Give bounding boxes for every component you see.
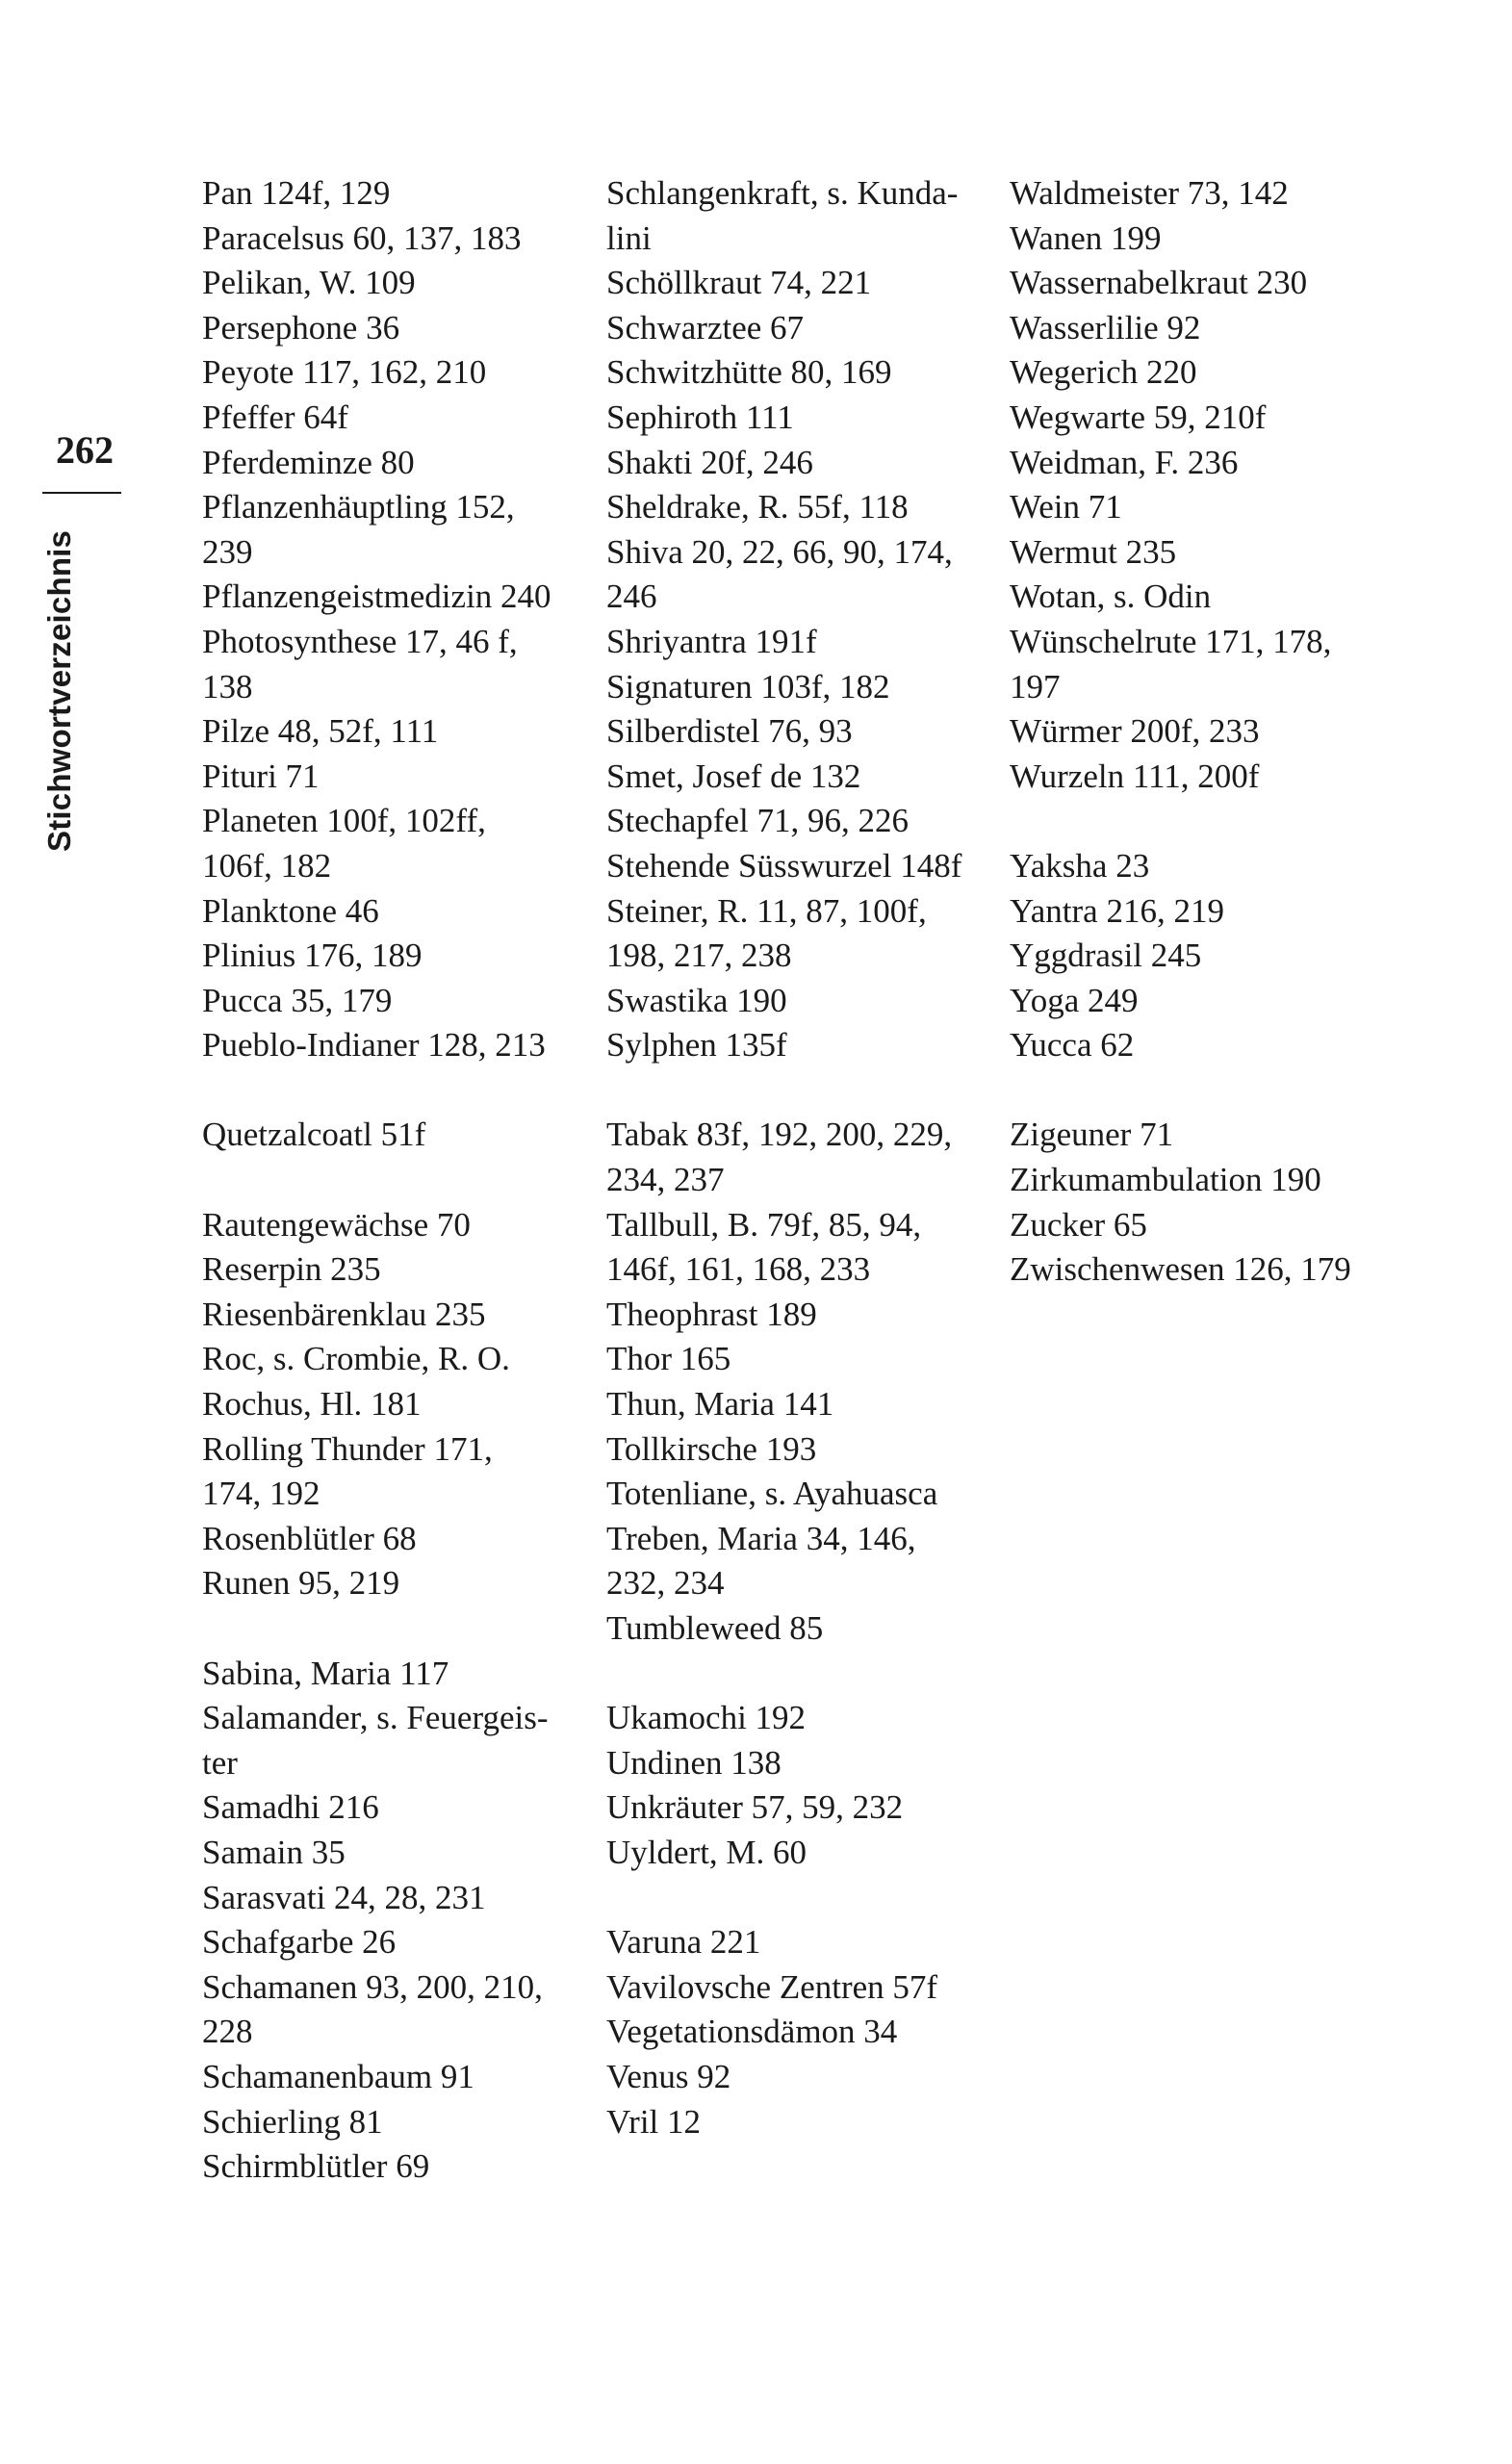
index-entry: Stechapfel 71, 96, 226 xyxy=(606,802,909,840)
index-entry: Shriyantra 191f xyxy=(606,622,817,660)
index-entry: Pucca 35, 179 xyxy=(202,981,393,1019)
index-entry: Schwitzhütte 80, 169 xyxy=(606,353,892,392)
index-entry: Schöllkraut 74, 221 xyxy=(606,264,872,302)
index-entry: Zigeuner 71 xyxy=(1010,1116,1174,1154)
index-entry: Sarasvati 24, 28, 231 xyxy=(202,1878,486,1916)
index-column-3 xyxy=(1010,171,1414,1293)
index-entry: 239 xyxy=(202,532,253,571)
index-entry: 232, 234 xyxy=(606,1564,725,1603)
index-entry: lini xyxy=(606,218,652,257)
index-entry: Yucca 62 xyxy=(1010,1026,1135,1065)
index-entry: Rochus, Hl. 181 xyxy=(202,1385,422,1424)
index-letter-group xyxy=(606,171,991,1068)
index-entry: 198, 217, 238 xyxy=(606,937,792,975)
index-entry: Plinius 176, 189 xyxy=(202,937,423,975)
index-entry: Sheldrake, R. 55f, 118 xyxy=(606,488,909,526)
index-entry: Smet, Josef de 132 xyxy=(606,757,861,795)
index-entry: Sephiroth 111 xyxy=(606,398,794,436)
index-entry: Shakti 20f, 246 xyxy=(606,443,813,481)
index-entry: Persephone 36 xyxy=(202,308,400,346)
index-entry: 138 xyxy=(202,667,253,706)
index-letter-group xyxy=(202,171,587,1068)
index-entry: Samain 35 xyxy=(202,1833,346,1871)
index-entry: Salamander, s. Feuergeis- xyxy=(202,1699,549,1737)
index-entry: Schwarztee 67 xyxy=(606,308,805,346)
page-number: 262 xyxy=(56,428,114,472)
index-entry: Pflanzengeistmedizin 240 xyxy=(202,578,551,616)
index-entry: Swastika 190 xyxy=(606,981,787,1019)
index-entry: Undinen 138 xyxy=(606,1743,782,1782)
index-entry: Yoga 249 xyxy=(1010,981,1139,1019)
index-letter-group xyxy=(606,1113,991,1651)
index-column-2 xyxy=(606,171,991,2144)
index-entry: Rosenblütler 68 xyxy=(202,1519,417,1557)
index-entry: Rautengewächse 70 xyxy=(202,1205,471,1244)
running-head: Stichwortverzeichnis xyxy=(41,529,77,852)
index-entry: 246 xyxy=(606,578,657,616)
index-entry: Treben, Maria 34, 146, xyxy=(606,1519,916,1557)
index-entry: Vegetationsdämon 34 xyxy=(606,2013,898,2051)
index-entry: Uyldert, M. 60 xyxy=(606,1833,807,1871)
index-entry: Tollkirsche 193 xyxy=(606,1429,817,1468)
index-entry: Pituri 71 xyxy=(202,757,320,795)
index-letter-group xyxy=(606,1696,991,1875)
index-entry: Wotan, s. Odin xyxy=(1010,578,1212,616)
index-entry: Yggdrasil 245 xyxy=(1010,937,1202,975)
index-entry: Wassernabelkraut 230 xyxy=(1010,264,1308,302)
index-entry: Paracelsus 60, 137, 183 xyxy=(202,218,522,257)
index-entry: Signaturen 103f, 182 xyxy=(606,667,890,706)
index-entry: Photosynthese 17, 46 f, xyxy=(202,622,518,660)
index-entry: Totenliane, s. Ayahuasca xyxy=(606,1475,938,1513)
index-letter-group xyxy=(202,1203,587,1606)
index-entry: Pferdeminze 80 xyxy=(202,443,415,481)
index-entry: Wünschelrute 171, 178, xyxy=(1010,622,1332,660)
index-entry: Waldmeister 73, 142 xyxy=(1010,174,1289,212)
index-entry: Unkräuter 57, 59, 232 xyxy=(606,1788,904,1827)
index-entry: Pfeffer 64f xyxy=(202,398,348,436)
index-entry: Varuna 221 xyxy=(606,1923,761,1962)
index-letter-group xyxy=(1010,844,1414,1068)
index-letter-group xyxy=(202,1652,587,2190)
index-entry: Schamanenbaum 91 xyxy=(202,2057,474,2095)
index-entry: Schamanen 93, 200, 210, xyxy=(202,1967,543,2006)
index-letter-group xyxy=(1010,1113,1414,1292)
index-entry: Weidman, F. 236 xyxy=(1010,443,1239,481)
index-entry: Runen 95, 219 xyxy=(202,1564,400,1603)
index-entry: Riesenbärenklau 235 xyxy=(202,1295,486,1333)
margin-rule xyxy=(42,492,121,494)
index-letter-group xyxy=(202,1113,587,1158)
index-entry: Reserpin 235 xyxy=(202,1250,381,1289)
index-entry: Venus 92 xyxy=(606,2057,731,2095)
index-entry: Sylphen 135f xyxy=(606,1026,787,1065)
index-entry: Wanen 199 xyxy=(1010,218,1162,257)
index-entry: Pilze 48, 52f, 111 xyxy=(202,712,439,751)
index-entry: Pflanzenhäuptling 152, xyxy=(202,488,515,526)
index-entry: Shiva 20, 22, 66, 90, 174, xyxy=(606,532,953,571)
index-entry: Zucker 65 xyxy=(1010,1205,1147,1244)
index-entry: Vril 12 xyxy=(606,2102,702,2141)
index-entry: Wegwarte 59, 210f xyxy=(1010,398,1267,436)
index-entry: Schierling 81 xyxy=(202,2102,383,2141)
index-entry: Rolling Thunder 171, xyxy=(202,1429,493,1468)
index-letter-group xyxy=(606,1920,991,2144)
index-entry: Würmer 200f, 233 xyxy=(1010,712,1260,751)
index-entry: Tallbull, B. 79f, 85, 94, xyxy=(606,1205,922,1244)
index-entry: Pelikan, W. 109 xyxy=(202,264,416,302)
index-entry: Roc, s. Crombie, R. O. xyxy=(202,1340,510,1378)
index-entry: 106f, 182 xyxy=(202,846,332,885)
index-entry: Vavilovsche Zentren 57f xyxy=(606,1967,938,2006)
index-entry: Tumbleweed 85 xyxy=(606,1609,824,1647)
index-entry: Schlangenkraft, s. Kunda- xyxy=(606,174,959,212)
index-entry: 228 xyxy=(202,2013,253,2051)
index-entry: Wegerich 220 xyxy=(1010,353,1197,392)
index-entry: Schirmblütler 69 xyxy=(202,2147,430,2186)
index-entry: Thun, Maria 141 xyxy=(606,1385,834,1424)
index-entry: Peyote 117, 162, 210 xyxy=(202,353,487,392)
index-entry: 146f, 161, 168, 233 xyxy=(606,1250,871,1289)
index-entry: Planeten 100f, 102ff, xyxy=(202,802,486,840)
index-entry: Ukamochi 192 xyxy=(606,1699,807,1737)
index-entry: Schafgarbe 26 xyxy=(202,1923,397,1962)
index-entry: 197 xyxy=(1010,667,1061,706)
index-entry: Pan 124f, 129 xyxy=(202,174,391,212)
index-entry: Pueblo-Indianer 128, 213 xyxy=(202,1026,546,1065)
index-entry: Theophrast 189 xyxy=(606,1295,817,1333)
index-entry: Planktone 46 xyxy=(202,891,379,930)
index-entry: Zwischenwesen 126, 179 xyxy=(1010,1250,1351,1289)
index-entry: Yantra 216, 219 xyxy=(1010,891,1224,930)
index-entry: Quetzalcoatl 51f xyxy=(202,1116,426,1154)
index-entry: Zirkumambulation 190 xyxy=(1010,1161,1321,1199)
index-entry: Sabina, Maria 117 xyxy=(202,1654,449,1692)
index-entry: Yaksha 23 xyxy=(1010,846,1150,885)
index-entry: Wermut 235 xyxy=(1010,532,1177,571)
index-entry: Thor 165 xyxy=(606,1340,731,1378)
index-entry: Tabak 83f, 192, 200, 229, xyxy=(606,1116,953,1154)
index-column-1 xyxy=(202,171,587,2190)
index-entry: Silberdistel 76, 93 xyxy=(606,712,853,751)
index-entry: Samadhi 216 xyxy=(202,1788,379,1827)
index-entry: ter xyxy=(202,1743,238,1782)
index-entry: Wasserlilie 92 xyxy=(1010,308,1201,346)
index-letter-group xyxy=(1010,171,1414,799)
index-entry: 174, 192 xyxy=(202,1475,320,1513)
index-entry: 234, 237 xyxy=(606,1161,725,1199)
index-entry: Stehende Süsswurzel 148f xyxy=(606,846,962,885)
index-entry: Wurzeln 111, 200f xyxy=(1010,757,1260,795)
index-entry: Steiner, R. 11, 87, 100f, xyxy=(606,891,927,930)
index-entry: Wein 71 xyxy=(1010,488,1122,526)
